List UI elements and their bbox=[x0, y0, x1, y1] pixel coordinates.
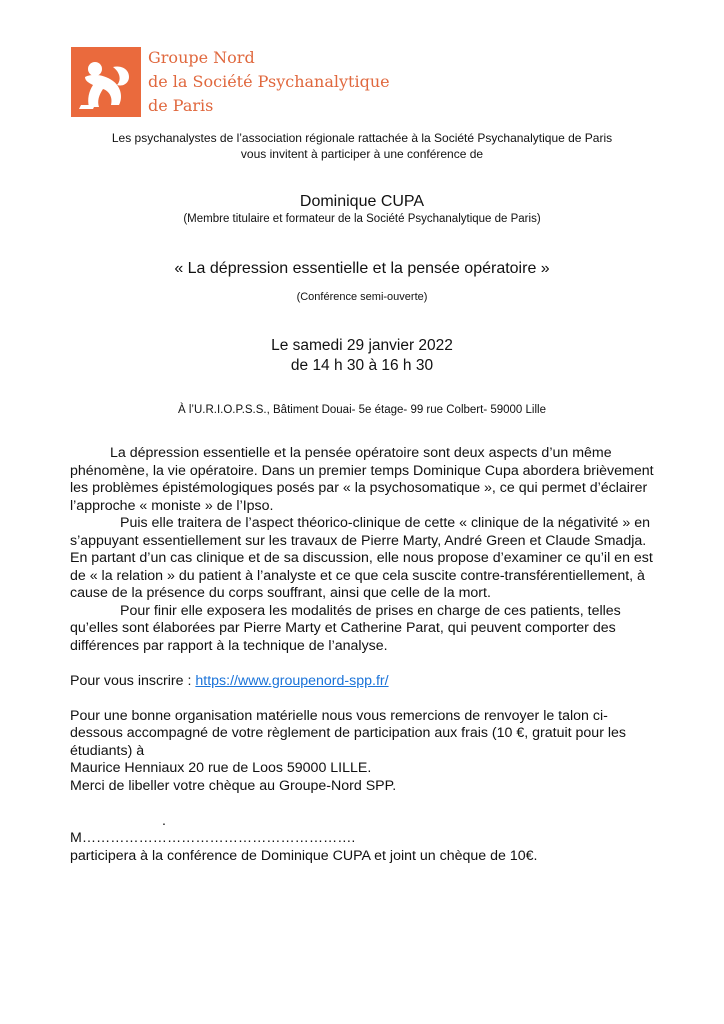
intro-line-2: vous invitent à participer à une conférence de bbox=[240, 147, 484, 161]
registration-label: Pour vous inscrire : bbox=[70, 672, 196, 689]
figure-logo-icon bbox=[71, 47, 141, 117]
conference-datetime bbox=[0, 336, 724, 376]
org-line-3: de Paris bbox=[148, 96, 214, 115]
slip-dot: . bbox=[162, 812, 166, 829]
conference-time: de 14 h 30 à 16 h 30 bbox=[290, 357, 434, 374]
paragraph-2: Puis elle traitera de l’aspect théorico-clinique de cette « clinique de la négativité » en s’appuyant essentiellement sur les travaux de Pierre Marty, André Green et Claude Smadja. bbox=[70, 515, 650, 549]
invitation-intro bbox=[0, 130, 724, 162]
registration-note: Pour une bonne organisation matérielle nous vous remercions de renvoyer le talon ci-dessous accompagné de votre règlement de participation aux frais (10 €, gratuit pour les étudiants) à bbox=[70, 707, 626, 759]
conference-date: Le samedi 29 janvier 2022 bbox=[271, 337, 453, 354]
mail-address: Maurice Henniaux 20 rue de Loos 59000 LILLE. bbox=[70, 760, 372, 776]
conference-address: À l’U.R.I.O.P.S.S., Bâtiment Douai- 5e étage- 99 rue Colbert- 59000 Lille bbox=[178, 404, 546, 416]
slip-name-line: M…………………………………………………. bbox=[70, 830, 356, 846]
speaker-name: Dominique CUPA bbox=[299, 193, 425, 210]
org-line-1: Groupe Nord bbox=[148, 48, 255, 67]
body-text bbox=[70, 445, 655, 865]
organization-logo bbox=[71, 47, 141, 117]
registration-link[interactable]: https://www.groupenord-spp.fr/ bbox=[195, 672, 389, 689]
slip-statement: participera à la conférence de Dominique CUPA et joint un chèque de 10€. bbox=[70, 847, 538, 864]
paragraph-1: La dépression essentielle et la pensée opératoire sont deux aspects d’un même phénomène, la vie opératoire. Dans un premier temps Dominique Cupa abordera brièvement les problèmes épistémologiques posés par « la psychosomatique », ce qui permet d’éclairer l’approche « moniste » de l’Ipso. bbox=[70, 445, 654, 514]
registration-line bbox=[70, 673, 655, 691]
org-line-2: de la Société Psychanalytique bbox=[148, 72, 390, 91]
organization-name bbox=[148, 46, 390, 118]
conference-type: (Conférence semi-ouverte) bbox=[296, 291, 428, 303]
cheque-note: Merci de libeller votre chèque au Groupe-Nord SPP. bbox=[70, 777, 397, 794]
intro-line-1: Les psychanalystes de l’association régionale rattachée à la Société Psychanalytique de Paris bbox=[111, 131, 613, 145]
paragraph-3: En partant d’un cas clinique et de sa discussion, elle nous propose d’examiner ce qu’il en est de « la relation » du patient à l’analyste et ce que cela suscite contre-transférentiellement, à cause de la présence du corps souffrant, ainsi que celle de la mort. bbox=[70, 550, 653, 601]
paragraph-4: Pour finir elle exposera les modalités de prises en charge de ces patients, telles qu’elles sont élaborées par Pierre Marty et Catherine Parat, qui peuvent comporter des différences par rapport à la technique de l’analyse. bbox=[70, 602, 621, 654]
conference-title: « La dépression essentielle et la pensée opératoire » bbox=[174, 260, 550, 277]
speaker-role: (Membre titulaire et formateur de la Société Psychanalytique de Paris) bbox=[183, 213, 541, 225]
